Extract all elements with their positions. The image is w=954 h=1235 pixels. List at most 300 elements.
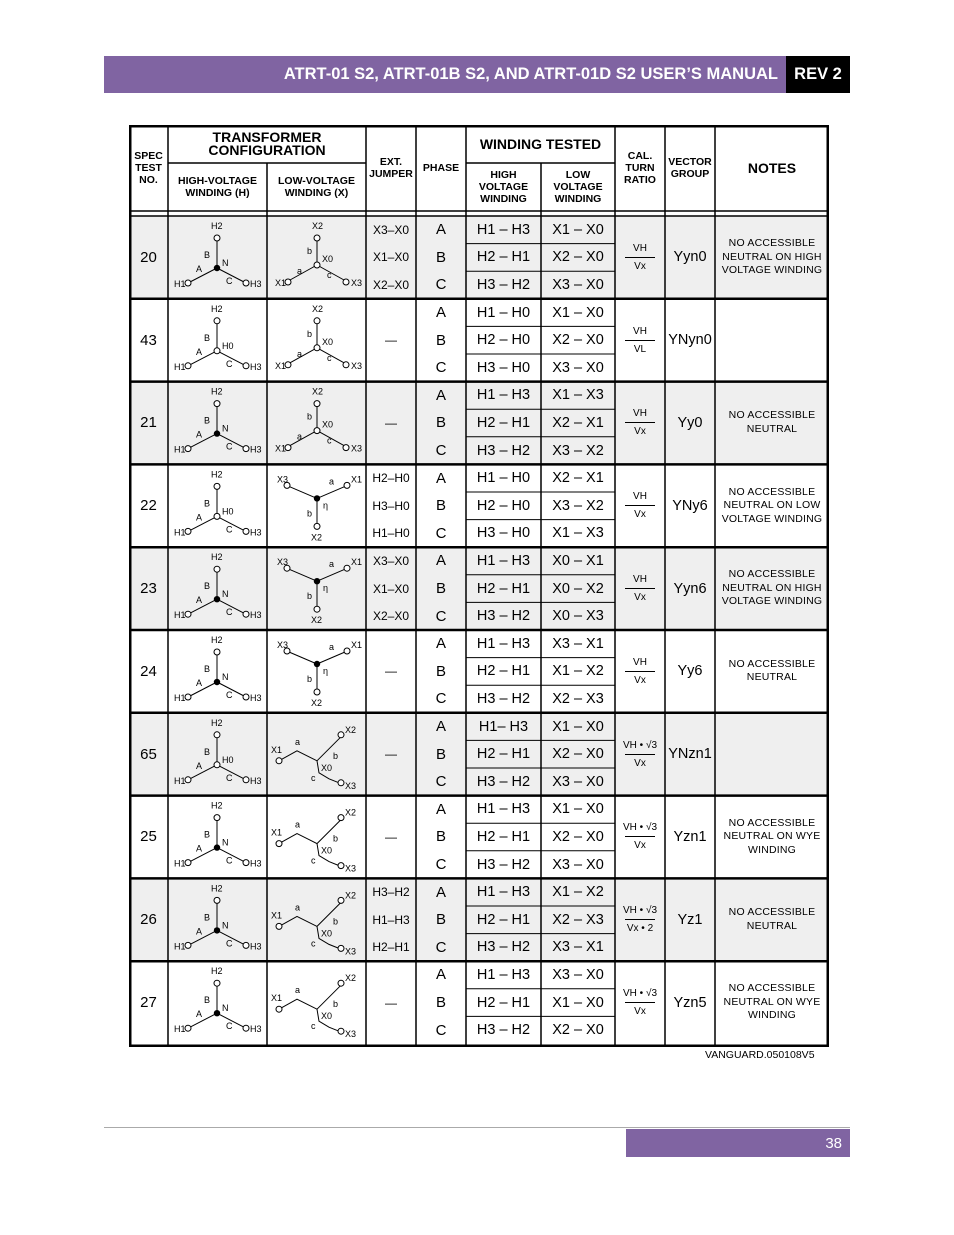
svg-text:H0: H0 — [222, 506, 234, 517]
svg-text:η: η — [323, 666, 329, 676]
svg-text:H1: H1 — [174, 693, 186, 703]
svg-text:b: b — [307, 508, 313, 519]
svg-text:X2: X2 — [345, 807, 357, 818]
svg-text:H3: H3 — [250, 941, 262, 952]
svg-text:H2: H2 — [211, 303, 223, 314]
header-high-voltage-winding: HIGH-VOLTAGE WINDING (H) — [178, 175, 257, 199]
ext-jumper: X2–X0 — [372, 609, 410, 624]
svg-text:C: C — [226, 1021, 233, 1032]
svg-text:X1: X1 — [271, 744, 283, 755]
vector-group: Yzn5 — [673, 994, 707, 1011]
svg-text:H1: H1 — [174, 775, 186, 786]
svg-text:X2: X2 — [345, 890, 357, 901]
ratio-denominator: Vx — [634, 592, 646, 604]
svg-text:X0: X0 — [322, 336, 334, 347]
lv-winding-tested: X3 – X1 — [552, 635, 604, 652]
hv-winding-tested: H2 – H0 — [476, 497, 531, 514]
hv-winding-tested: H1 – H3 — [476, 221, 531, 238]
svg-text:X0: X0 — [321, 762, 333, 773]
lv-winding-tested: X3 – X2 — [552, 442, 604, 459]
phase-letter: B — [435, 248, 446, 266]
ratio-numerator: VH • √3 — [623, 988, 657, 1000]
svg-text:a: a — [297, 431, 303, 442]
svg-text:H3: H3 — [250, 444, 262, 455]
svg-text:H0: H0 — [222, 754, 234, 765]
lv-winding-tested: X1 – X2 — [552, 663, 604, 680]
svg-text:c: c — [327, 435, 332, 446]
phase-letter: C — [435, 607, 447, 625]
header-lv-tested: LOW VOLTAGE WINDING — [553, 169, 603, 205]
hv-winding-tested: H2 – H1 — [476, 414, 531, 431]
lv-winding-tested: X1 – X2 — [552, 884, 604, 901]
ext-jumper: H1–H0 — [372, 526, 410, 541]
ext-jumper: — — [385, 664, 397, 679]
svg-text:H3: H3 — [250, 279, 262, 289]
ratio-numerator: VH — [633, 325, 647, 337]
phase-letter: B — [435, 745, 446, 763]
svg-text:c: c — [327, 270, 332, 280]
hv-winding-tested: H3 – H0 — [476, 359, 531, 376]
notes-text: NO ACCESSIBLE NEUTRAL ON WYE WINDING — [723, 816, 821, 856]
ratio-numerator: VH — [633, 656, 647, 668]
hv-winding-tested: H3 – H2 — [476, 773, 531, 790]
ratio-denominator: Vx — [634, 260, 646, 272]
svg-text:B: B — [204, 581, 211, 592]
svg-text:H2: H2 — [211, 221, 223, 231]
svg-text:H3: H3 — [250, 527, 262, 538]
ratio-numerator: VH — [633, 574, 647, 586]
ratio-denominator: Vx — [634, 426, 646, 438]
vector-group: Yy6 — [677, 663, 703, 680]
svg-text:H1: H1 — [174, 610, 186, 621]
phase-letter: B — [435, 911, 446, 929]
svg-text:H2: H2 — [211, 800, 223, 811]
phase-letter: B — [435, 331, 446, 349]
lv-winding-tested: X2 – X3 — [552, 911, 604, 928]
svg-text:X0: X0 — [322, 419, 334, 430]
lv-winding-tested: X2 – X1 — [552, 470, 604, 487]
svg-text:H2: H2 — [211, 635, 223, 645]
lv-winding-tested: X2 – X0 — [552, 746, 604, 763]
ratio-numerator: VH • √3 — [623, 822, 657, 834]
svg-text:A: A — [196, 429, 203, 440]
ratio-bar — [625, 505, 655, 506]
svg-text:C: C — [226, 358, 233, 369]
svg-text:H1: H1 — [174, 527, 186, 538]
notes-text — [721, 299, 823, 382]
hv-winding-tested: H2 – H1 — [476, 249, 531, 266]
header-ext-jumper: EXT. JUMPER — [369, 156, 413, 180]
phase-letter: A — [435, 800, 446, 818]
phase-letter: C — [435, 773, 447, 791]
ratio-denominator: Vx — [634, 1006, 646, 1018]
header-vector-group: VECTOR GROUP — [668, 156, 712, 180]
spec-test-number: 26 — [140, 911, 157, 929]
svg-text:A: A — [196, 264, 203, 274]
header-hv-tested: HIGH VOLTAGE WINDING — [478, 169, 529, 205]
hv-winding-tested: H1 – H3 — [476, 966, 531, 983]
vector-group: Yyn6 — [673, 580, 707, 597]
svg-text:C: C — [226, 772, 233, 783]
svg-text:H3: H3 — [250, 693, 262, 703]
svg-text:X0: X0 — [321, 1011, 333, 1022]
svg-text:X2: X2 — [345, 973, 357, 984]
svg-text:X2: X2 — [312, 221, 324, 231]
hv-winding-tested: H2 – H1 — [476, 994, 531, 1011]
lv-winding-tested: X3 – X0 — [552, 276, 604, 293]
phase-letter: B — [435, 994, 446, 1012]
svg-text:A: A — [196, 512, 203, 523]
svg-text:C: C — [226, 938, 233, 949]
svg-text:X1: X1 — [275, 443, 287, 454]
lv-winding-tested: X2 – X0 — [552, 828, 604, 845]
svg-text:b: b — [333, 999, 339, 1010]
spec-test-number: 24 — [140, 662, 157, 680]
svg-text:a: a — [329, 476, 335, 487]
svg-text:H1: H1 — [174, 444, 186, 455]
svg-text:H2: H2 — [211, 717, 223, 728]
notes-text — [721, 713, 823, 796]
header-title: ATRT-01 S2, ATRT-01B S2, AND ATRT-01D S2 USER’S MANUAL — [104, 56, 786, 93]
svg-text:c: c — [311, 855, 316, 866]
ratio-bar — [625, 588, 655, 589]
svg-text:C: C — [226, 276, 233, 286]
svg-text:X2: X2 — [311, 532, 323, 543]
notes-text: NO ACCESSIBLE NEUTRAL ON WYE WINDING — [723, 982, 821, 1022]
cal-turn-ratio — [615, 299, 665, 382]
ext-jumper: H3–H2 — [372, 885, 410, 900]
cal-turn-ratio — [615, 878, 665, 961]
ratio-denominator: Vx — [634, 757, 646, 769]
lv-winding-tested: X2 – X1 — [552, 414, 604, 431]
svg-text:a: a — [297, 348, 303, 359]
lv-winding-tested: X1 – X0 — [552, 221, 604, 238]
header-winding-tested: WINDING TESTED — [479, 135, 602, 152]
ext-jumper: X3–X0 — [372, 222, 410, 237]
phase-letter: A — [435, 552, 446, 570]
svg-text:N: N — [222, 589, 229, 600]
notes-text: NO ACCESSIBLE NEUTRAL — [728, 409, 816, 435]
svg-text:X3: X3 — [345, 1029, 357, 1040]
svg-text:η: η — [323, 583, 329, 594]
phase-letter: A — [435, 469, 446, 487]
vector-group: Yzn1 — [673, 828, 707, 845]
svg-text:X1: X1 — [271, 910, 283, 921]
svg-text:a: a — [295, 902, 301, 913]
ext-jumper: X1–X0 — [372, 581, 410, 596]
hv-winding-tested: H1– H3 — [478, 718, 529, 735]
svg-text:a: a — [329, 559, 335, 570]
svg-text:H1: H1 — [174, 279, 186, 289]
spec-test-number: 43 — [140, 331, 157, 349]
ratio-denominator: VL — [633, 343, 647, 355]
hv-winding-tested: H3 – H2 — [476, 690, 531, 707]
hv-winding-tested: H2 – H1 — [476, 663, 531, 680]
ratio-bar — [625, 754, 655, 755]
lv-winding-tested: X3 – X0 — [552, 773, 604, 790]
svg-text:X0: X0 — [321, 845, 333, 856]
svg-text:X3: X3 — [277, 557, 289, 568]
spec-test-number: 21 — [140, 414, 157, 432]
hv-winding-tested: H1 – H0 — [476, 304, 531, 321]
lv-winding-diagram — [271, 973, 356, 1039]
header-cal-turn-ratio: CAL. TURN RATIO — [624, 150, 656, 186]
svg-text:H1: H1 — [174, 361, 186, 372]
ratio-numerator: VH • √3 — [623, 739, 657, 751]
header-phase: PHASE — [422, 162, 460, 174]
ext-jumper: H2–H0 — [372, 471, 410, 486]
hv-wye-diagram — [174, 801, 262, 869]
lv-winding-tested: X2 – X0 — [552, 332, 604, 349]
svg-text:A: A — [196, 346, 203, 357]
svg-text:X3: X3 — [277, 474, 289, 485]
svg-text:H2: H2 — [211, 966, 223, 977]
ratio-numerator: VH — [633, 242, 647, 254]
phase-letter: C — [435, 442, 447, 460]
svg-text:X0: X0 — [322, 254, 334, 264]
svg-text:N: N — [222, 672, 229, 682]
page-number: 38 — [626, 1129, 850, 1157]
ext-jumper: — — [385, 415, 397, 430]
hv-winding-tested: H3 – H2 — [476, 442, 531, 459]
svg-text:X3: X3 — [351, 360, 363, 371]
cal-turn-ratio — [615, 382, 665, 465]
vector-group: YNyn0 — [668, 332, 712, 349]
phase-letter: C — [435, 938, 447, 956]
svg-text:C: C — [226, 690, 233, 700]
lv-winding-tested: X0 – X1 — [552, 552, 604, 569]
notes-text: NO ACCESSIBLE NEUTRAL ON HIGH VOLTAGE WINDING — [721, 568, 823, 608]
svg-text:c: c — [311, 1021, 316, 1032]
svg-text:H3: H3 — [250, 775, 262, 786]
phase-letter: B — [435, 662, 446, 680]
svg-text:X1: X1 — [275, 278, 287, 288]
phase-letter: A — [435, 635, 446, 653]
svg-text:H2: H2 — [211, 552, 223, 563]
svg-text:a: a — [297, 266, 303, 276]
svg-text:a: a — [295, 736, 301, 747]
hv-winding-tested: H2 – H1 — [476, 580, 531, 597]
hv-wye-diagram — [174, 966, 262, 1034]
lv-winding-tested: X2 – X0 — [552, 249, 604, 266]
ext-jumper: H2–H1 — [372, 940, 410, 955]
hv-winding-tested: H2 – H0 — [476, 332, 531, 349]
ratio-bar — [625, 671, 655, 672]
svg-text:X1: X1 — [275, 360, 287, 371]
hv-winding-tested: H1 – H3 — [476, 552, 531, 569]
svg-text:H3: H3 — [250, 361, 262, 372]
phase-letter: B — [435, 580, 446, 598]
svg-text:X2: X2 — [311, 698, 323, 708]
svg-text:A: A — [196, 926, 203, 937]
svg-text:c: c — [311, 772, 316, 783]
cal-turn-ratio — [615, 216, 665, 299]
notes-text: NO ACCESSIBLE NEUTRAL — [728, 657, 816, 684]
hv-winding-tested: H2 – H1 — [476, 746, 531, 763]
lv-winding-tested: X1 – X0 — [552, 801, 604, 818]
hv-wye-diagram — [174, 635, 262, 703]
spec-test-number: 25 — [140, 828, 157, 846]
hv-wye-diagram — [174, 304, 262, 372]
ext-jumper: H1–H3 — [372, 912, 410, 927]
svg-text:N: N — [222, 423, 229, 434]
hv-winding-tested: H1 – H3 — [476, 801, 531, 818]
hv-winding-tested: H3 – H2 — [476, 856, 531, 873]
ext-jumper: X1–X0 — [372, 250, 410, 265]
svg-text:H2: H2 — [211, 386, 223, 397]
header-rev: REV 2 — [786, 56, 850, 93]
vector-group: YNy6 — [672, 497, 708, 514]
ratio-bar — [625, 340, 655, 341]
spec-test-number: 65 — [140, 745, 157, 763]
lv-winding-tested: X3 – X0 — [552, 966, 604, 983]
notes-text: NO ACCESSIBLE NEUTRAL ON LOW VOLTAGE WINDING — [721, 485, 823, 525]
ext-jumper: — — [385, 333, 397, 348]
svg-text:c: c — [327, 352, 332, 363]
svg-text:B: B — [204, 912, 211, 923]
svg-text:a: a — [295, 819, 301, 830]
phase-letter: A — [435, 386, 446, 404]
ext-jumper: H3–H0 — [372, 498, 410, 513]
svg-text:X3: X3 — [351, 278, 363, 288]
svg-text:X1: X1 — [351, 640, 363, 650]
phase-letter: C — [435, 359, 447, 377]
hv-winding-tested: H3 – H2 — [476, 608, 531, 625]
svg-text:B: B — [204, 746, 211, 757]
cal-turn-ratio — [615, 796, 665, 879]
ratio-numerator: VH — [633, 408, 647, 420]
cal-turn-ratio — [615, 547, 665, 630]
ratio-bar — [625, 919, 655, 920]
svg-text:X3: X3 — [277, 640, 289, 650]
spec-test-number: 20 — [140, 248, 157, 266]
ratio-bar — [625, 836, 655, 837]
lv-winding-tested: X1 – X0 — [552, 718, 604, 735]
ext-jumper: X3–X0 — [372, 553, 410, 568]
ext-jumper: X2–X0 — [372, 277, 410, 292]
svg-text:a: a — [295, 985, 301, 996]
ratio-numerator: VH • √3 — [623, 905, 657, 917]
svg-text:A: A — [196, 595, 203, 606]
hv-winding-tested: H1 – H0 — [476, 470, 531, 487]
phase-letter: B — [435, 497, 446, 515]
hv-winding-tested: H3 – H2 — [476, 1022, 531, 1039]
svg-text:b: b — [307, 411, 313, 422]
svg-text:X2: X2 — [345, 724, 357, 735]
hv-winding-tested: H3 – H2 — [476, 276, 531, 293]
phase-letter: C — [435, 690, 447, 708]
phase-letter: C — [435, 276, 447, 294]
phase-letter: C — [435, 856, 447, 874]
svg-text:X3: X3 — [345, 780, 357, 791]
svg-text:B: B — [204, 995, 211, 1006]
svg-text:B: B — [204, 829, 211, 840]
svg-text:H2: H2 — [211, 469, 223, 480]
vector-group: Yz1 — [677, 911, 703, 928]
lv-winding-diagram — [275, 304, 362, 371]
header-transformer-configuration: TRANSFORMER CONFIGURATION — [208, 129, 326, 158]
lv-winding-diagram — [277, 640, 362, 708]
svg-text:A: A — [196, 760, 203, 771]
svg-text:X1: X1 — [271, 827, 283, 838]
svg-text:b: b — [333, 750, 339, 761]
lv-winding-tested: X0 – X3 — [552, 608, 604, 625]
svg-text:N: N — [222, 258, 229, 268]
hv-winding-tested: H2 – H1 — [476, 828, 531, 845]
svg-text:N: N — [222, 1003, 229, 1014]
phase-letter: A — [435, 883, 446, 901]
hv-winding-tested: H3 – H0 — [476, 525, 531, 542]
lv-winding-tested: X3 – X0 — [552, 856, 604, 873]
notes-text: NO ACCESSIBLE NEUTRAL — [728, 906, 816, 932]
ratio-denominator: Vx — [634, 674, 646, 686]
lv-winding-tested: X3 – X0 — [552, 359, 604, 376]
svg-text:c: c — [311, 938, 316, 949]
svg-text:H1: H1 — [174, 858, 186, 869]
svg-text:H1: H1 — [174, 1024, 186, 1035]
lv-winding-diagram — [277, 474, 362, 542]
svg-text:b: b — [307, 246, 313, 256]
header-notes: NOTES — [747, 159, 797, 176]
vector-group: Yy0 — [677, 414, 703, 431]
spec-test-number: 27 — [140, 994, 157, 1012]
svg-text:X2: X2 — [312, 303, 324, 314]
svg-text:C: C — [226, 524, 233, 535]
transformer-table — [129, 125, 829, 1047]
svg-text:C: C — [226, 441, 233, 452]
hv-winding-tested: H3 – H2 — [476, 939, 531, 956]
svg-text:η: η — [323, 500, 329, 511]
lv-winding-tested: X3 – X2 — [552, 497, 604, 514]
svg-text:X0: X0 — [321, 928, 333, 939]
hv-winding-tested: H1 – H3 — [476, 635, 531, 652]
cal-turn-ratio — [615, 713, 665, 796]
spec-test-number: 22 — [140, 497, 157, 515]
ratio-bar — [625, 422, 655, 423]
hv-winding-tested: H1 – H3 — [476, 884, 531, 901]
svg-text:A: A — [196, 678, 203, 688]
svg-text:B: B — [204, 498, 211, 509]
ratio-bar — [625, 257, 655, 258]
lv-winding-tested: X2 – X3 — [552, 690, 604, 707]
phase-letter: A — [435, 966, 446, 984]
ext-jumper: — — [385, 747, 397, 762]
ratio-numerator: VH — [633, 491, 647, 503]
footer-rule — [104, 1127, 850, 1128]
svg-text:H3: H3 — [250, 1024, 262, 1035]
spec-test-number: 23 — [140, 580, 157, 598]
lv-winding-tested: X1 – X0 — [552, 994, 604, 1011]
lv-winding-tested: X0 – X2 — [552, 580, 604, 597]
svg-text:X3: X3 — [345, 863, 357, 874]
lv-winding-tested: X2 – X0 — [552, 1022, 604, 1039]
svg-text:X1: X1 — [271, 993, 283, 1004]
phase-letter: A — [435, 718, 446, 736]
svg-text:H1: H1 — [174, 941, 186, 952]
phase-letter: B — [435, 828, 446, 846]
header-spec-test-no: SPEC TEST NO. — [134, 150, 163, 186]
header-low-voltage-winding: LOW-VOLTAGE WINDING (X) — [278, 175, 355, 199]
phase-letter: C — [435, 1021, 447, 1039]
svg-text:B: B — [204, 415, 211, 426]
svg-text:X1: X1 — [351, 474, 363, 485]
ext-jumper: — — [385, 829, 397, 844]
phase-letter: C — [435, 524, 447, 542]
svg-text:A: A — [196, 1009, 203, 1020]
hv-winding-tested: H1 – H3 — [476, 387, 531, 404]
svg-text:C: C — [226, 855, 233, 866]
ratio-denominator: Vx — [634, 840, 646, 852]
